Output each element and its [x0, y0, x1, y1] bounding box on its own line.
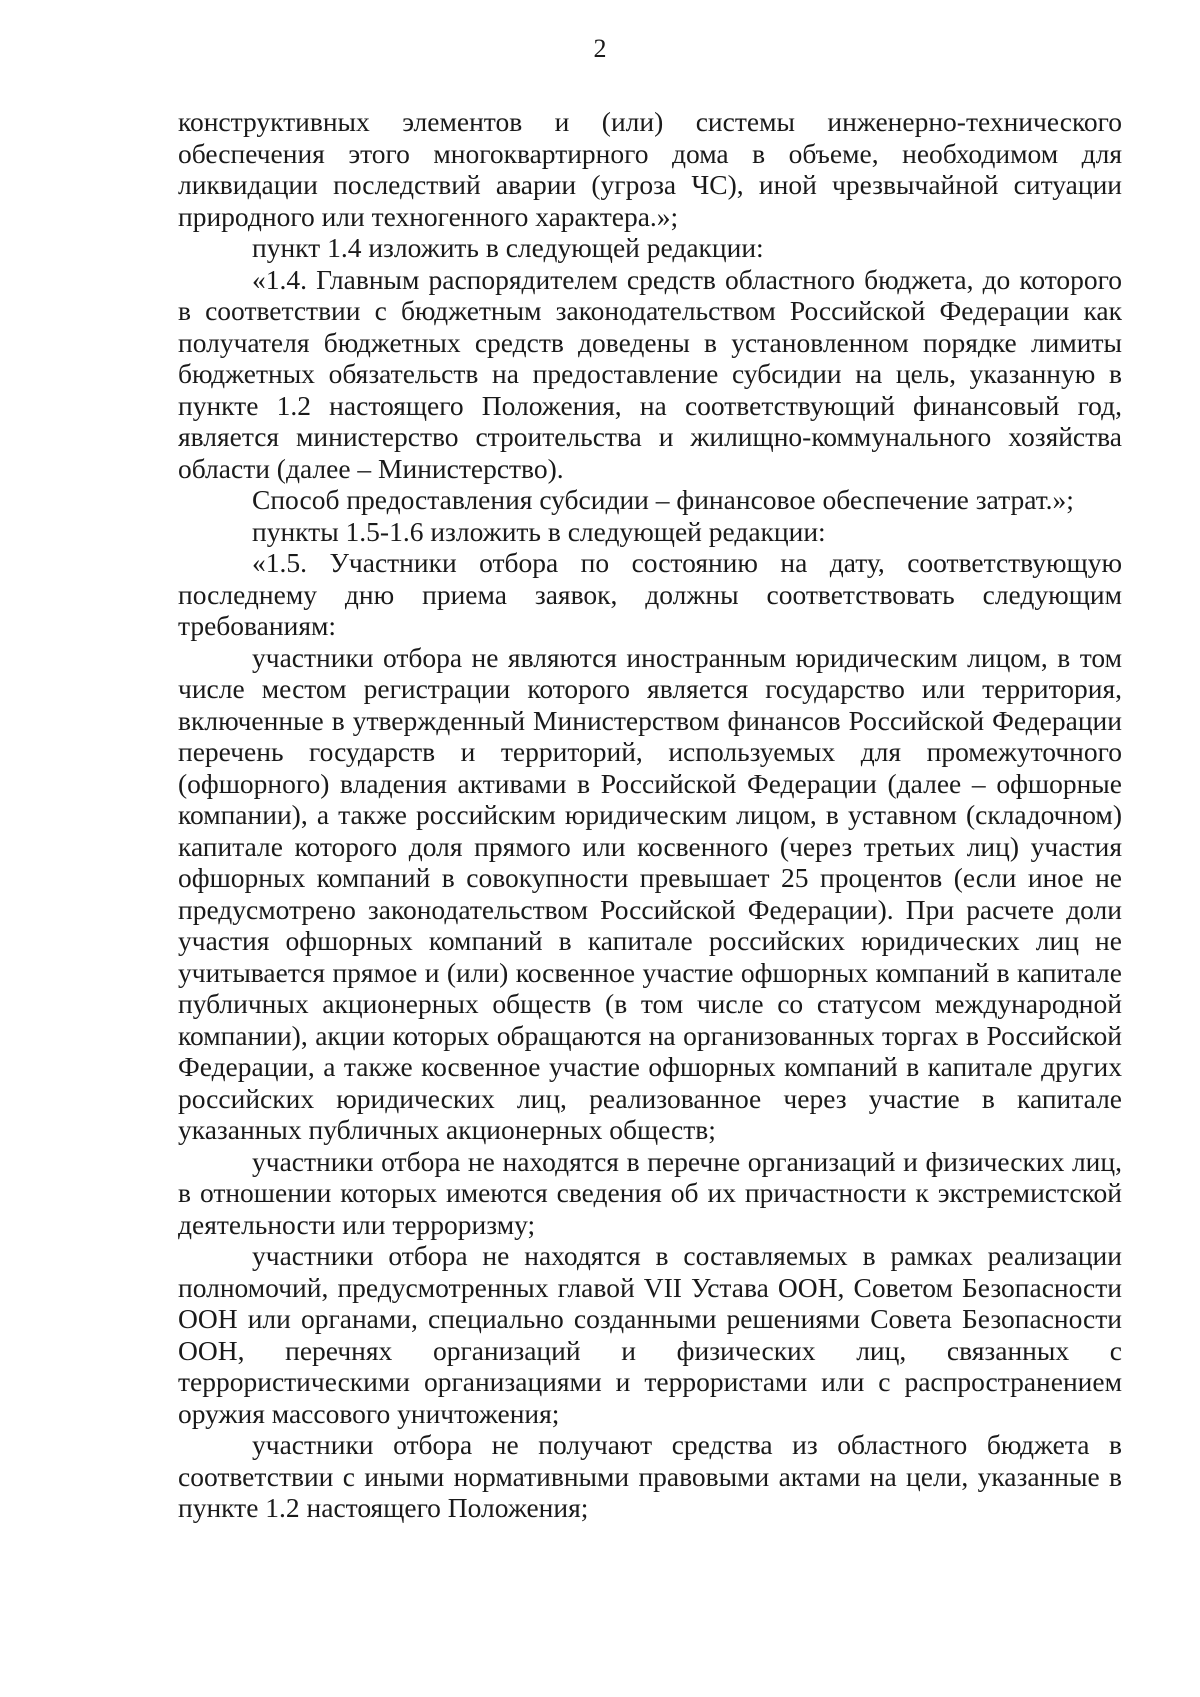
paragraph-continuation: конструктивных элементов и (или) системы инженерно-технического обеспечения этого многоквартирного дома в объеме, необходимом для ликвидации последствий аварии (угроза ЧС), иной чрезвычайной ситуации природного или техногенного характера.»; — [178, 106, 1122, 232]
paragraph-subsidy-method: Способ предоставления субсидии – финансовое обеспечение затрат.»; — [252, 484, 1074, 515]
paragraph-clause-1-4: «1.4. Главным распорядителем средств областного бюджета, до которого в соответствии с бюджетным законодательством Российской Федерации как получателя бюджетных средств доведены в установленном порядке лимиты бюджетных обязательств на предоставление субсидии на цель, указанную в пункте 1.2 настоящего Положения, на соответствующий финансовый год, является министерство строительства и жилищно-коммунального хозяйства области (далее – Министерство). — [178, 263, 1122, 484]
paragraph-requirement-offshore: участники отбора не являются иностранным юридическим лицом, в том числе местом регистрации которого является государство или территория, включенные в утвержденный Министерством финансов Российской Федерации перечень государств и территорий, используемых для промежуточного (офшорного) владения активами в Российской Федерации (далее – офшорные компании), а также российским юридическим лицом, в уставном (складочном) капитале которого доля прямого или косвенного (через третьих лиц) участия офшорных компаний в совокупности превышает 25 процентов (если иное не предусмотрено законодательством Российской Федерации). При расчете доли участия офшорных компаний в капитале российских юридических лиц не учитывается прямое и (или) косвенное участие офшорных компаний в капитале публичных акционерных обществ (в том числе со статусом международной компании), акции которых обращаются на организованных торгах в Российской Федерации, а также косвенное участие офшорных компаний в капитале других российских юридических лиц, реализованное через участие в капитале указанных публичных акционерных обществ; — [178, 641, 1122, 1145]
document-body — [178, 106, 1122, 1524]
paragraph-requirement-budget-funds: участники отбора не получают средства из областного бюджета в соответствии с иными нормативными правовыми актами на цели, указанные в пункте 1.2 настоящего Положения; — [178, 1429, 1122, 1523]
paragraph-clause-1-4-intro: пункт 1.4 изложить в следующей редакции: — [252, 232, 764, 263]
paragraph-clauses-1-5-1-6-intro: пункты 1.5-1.6 изложить в следующей редакции: — [252, 515, 826, 547]
paragraph-requirement-un-lists: участники отбора не находятся в составляемых в рамках реализации полномочий, предусмотренных главой VII Устава ООН, Советом Безопасности ООН или органами, специально созданными решениями Совета Безопасности ООН, перечнях организаций и физических лиц, связанных с террористическими организациями и террористами или с распространением оружия массового уничтожения; — [178, 1240, 1122, 1429]
page-number: 2 — [593, 34, 607, 63]
paragraph-requirement-extremism: участники отбора не находятся в перечне организаций и физических лиц, в отношении которых имеются сведения об их причастности к экстремистской деятельности или терроризму; — [178, 1145, 1122, 1240]
paragraph-clause-1-5: «1.5. Участники отбора по состоянию на дату, соответствующую последнему дню приема заявок, должны соответствовать следующим требованиям: — [178, 547, 1122, 641]
